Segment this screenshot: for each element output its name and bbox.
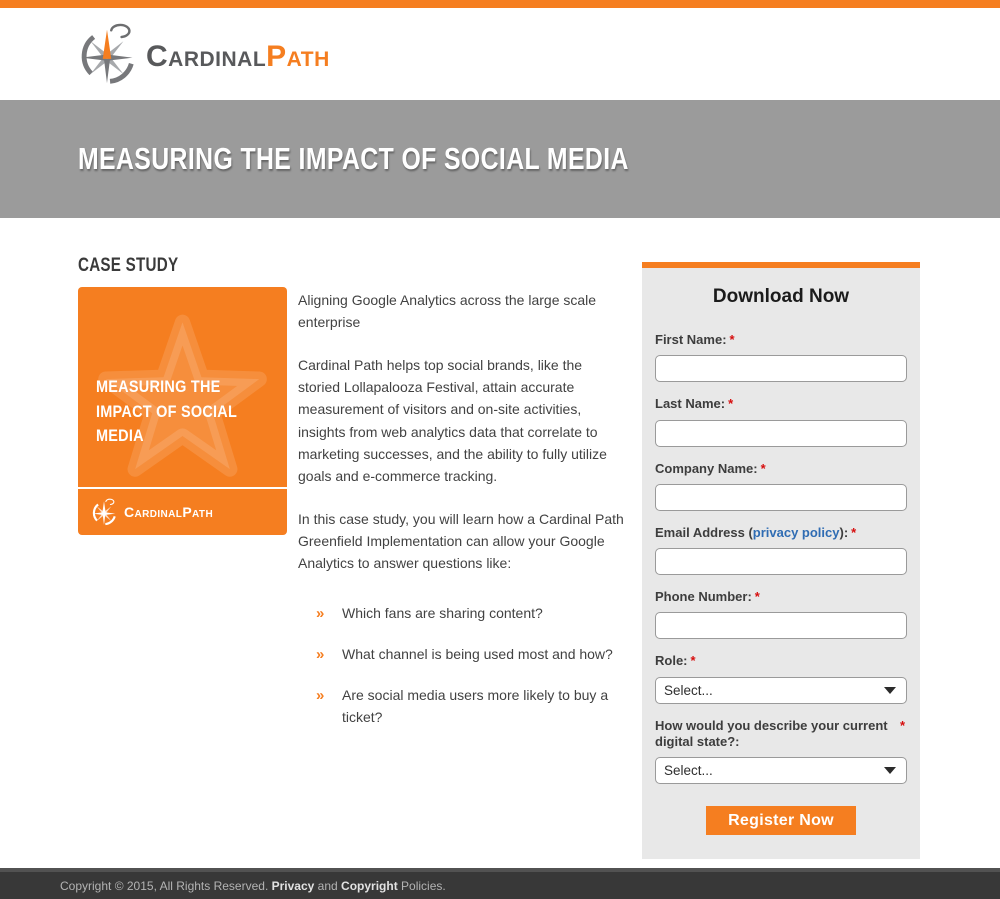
site-footer [0, 868, 1000, 899]
required-asterisk: * [728, 396, 734, 412]
last-name-group [655, 396, 907, 446]
role-select[interactable] [655, 677, 907, 704]
compass-rose-icon [76, 20, 138, 88]
digital-state-label [655, 718, 907, 751]
last-name-label [655, 396, 907, 412]
chevron-bullet-icon: » [316, 645, 325, 663]
form-title: Download Now [712, 286, 850, 307]
role-label [655, 653, 907, 669]
article-text [298, 287, 624, 745]
case-study-cover-card [78, 287, 287, 535]
copyright-middle: and [314, 878, 342, 893]
privacy-policy-link[interactable]: privacy policy [752, 524, 840, 540]
site-header [0, 8, 1000, 100]
card-title-line: IMPACT OF SOCIAL [96, 401, 238, 421]
card-logo-text-cardinal: Cardinal [124, 504, 183, 520]
card-title [96, 375, 262, 449]
chevron-bullet-icon: » [316, 686, 325, 704]
cardinal-path-logo[interactable] [76, 20, 330, 88]
digital-state-group [655, 718, 907, 785]
label-text: Role: [655, 653, 688, 669]
dropdown-arrow-icon [884, 767, 896, 774]
download-form-panel [642, 262, 920, 859]
first-name-input[interactable] [655, 355, 907, 382]
company-name-label [655, 461, 907, 477]
label-text: How would you describe your current digital state?: [655, 717, 888, 749]
last-name-input[interactable] [655, 420, 907, 447]
card-logo-text-path: Path [182, 504, 214, 520]
hero-banner [0, 100, 1000, 218]
intro-paragraph: Aligning Google Analytics across the large scale enterprise [298, 292, 597, 331]
email-group [655, 525, 907, 575]
company-name-group [655, 461, 907, 511]
list-item-text: Are social media users more likely to buy a ticket? [342, 686, 609, 725]
card-title-line: MEASURING THE [96, 377, 221, 396]
logo-text-cardinal: Cardinal [146, 40, 267, 73]
label-text: ): [839, 524, 849, 540]
card-logo-wordmark [124, 504, 213, 520]
phone-input[interactable] [655, 612, 907, 639]
label-text: Email Address ( [655, 524, 753, 540]
required-asterisk: * [760, 460, 766, 476]
list-item [316, 684, 624, 728]
role-select-value: Select... [664, 682, 713, 698]
copyright-suffix: Policies. [397, 878, 446, 893]
compass-rose-icon [90, 497, 118, 527]
case-study-heading: CASE STUDY [78, 255, 179, 276]
phone-label [655, 589, 907, 605]
digital-state-select[interactable] [655, 757, 907, 784]
privacy-policies-link[interactable]: Privacy [271, 878, 315, 893]
list-item-text: What channel is being used most and how? [342, 645, 613, 662]
card-title-line: MEDIA [96, 426, 144, 446]
required-asterisk: * [690, 653, 696, 669]
list-item [316, 643, 624, 667]
card-logo-strip [78, 487, 287, 535]
label-text: Phone Number: [655, 589, 752, 604]
first-name-group [655, 332, 907, 382]
label-text: First Name: [655, 332, 727, 347]
company-name-input[interactable] [655, 484, 907, 511]
role-group [655, 653, 907, 703]
required-asterisk: * [729, 332, 735, 347]
logo-wordmark [146, 36, 330, 72]
first-name-label [655, 332, 907, 348]
required-asterisk: * [899, 717, 905, 733]
body-paragraph: In this case study, you will learn how a Cardinal Path Greenfield Implementation can allow your Google Analytics to answer questions like: [298, 510, 624, 572]
label-text: Last Name: [655, 396, 726, 412]
logo-text-path: Path [266, 40, 330, 73]
copyright-text [60, 879, 446, 893]
top-accent-bar [0, 0, 1000, 8]
dropdown-arrow-icon [884, 687, 896, 694]
chevron-bullet-icon: » [316, 605, 325, 623]
register-now-button[interactable]: Register Now [706, 806, 856, 835]
digital-state-select-value: Select... [664, 763, 713, 778]
required-asterisk: * [754, 589, 760, 604]
page-title: MEASURING THE IMPACT OF SOCIAL MEDIA [78, 141, 629, 176]
list-item [316, 602, 624, 626]
copyright-policies-link[interactable]: Copyright [341, 878, 398, 893]
main-content [0, 218, 1000, 868]
list-item-text: Which fans are sharing content? [342, 605, 543, 622]
phone-group [655, 589, 907, 639]
required-asterisk: * [851, 524, 857, 540]
question-list [298, 602, 624, 728]
copyright-prefix: Copyright © 2015, All Rights Reserved. [60, 878, 272, 893]
label-text: Company Name: [655, 460, 758, 476]
email-input[interactable] [655, 548, 907, 575]
email-label [655, 525, 907, 541]
body-paragraph: Cardinal Path helps top social brands, like the storied Lollapalooza Festival, attain accurate measurement of visitors and on-site activities, insights from web analytics data that correlate to marketing successes, and the ability to fully utilize goals and e-commerce tracking. [298, 357, 607, 484]
